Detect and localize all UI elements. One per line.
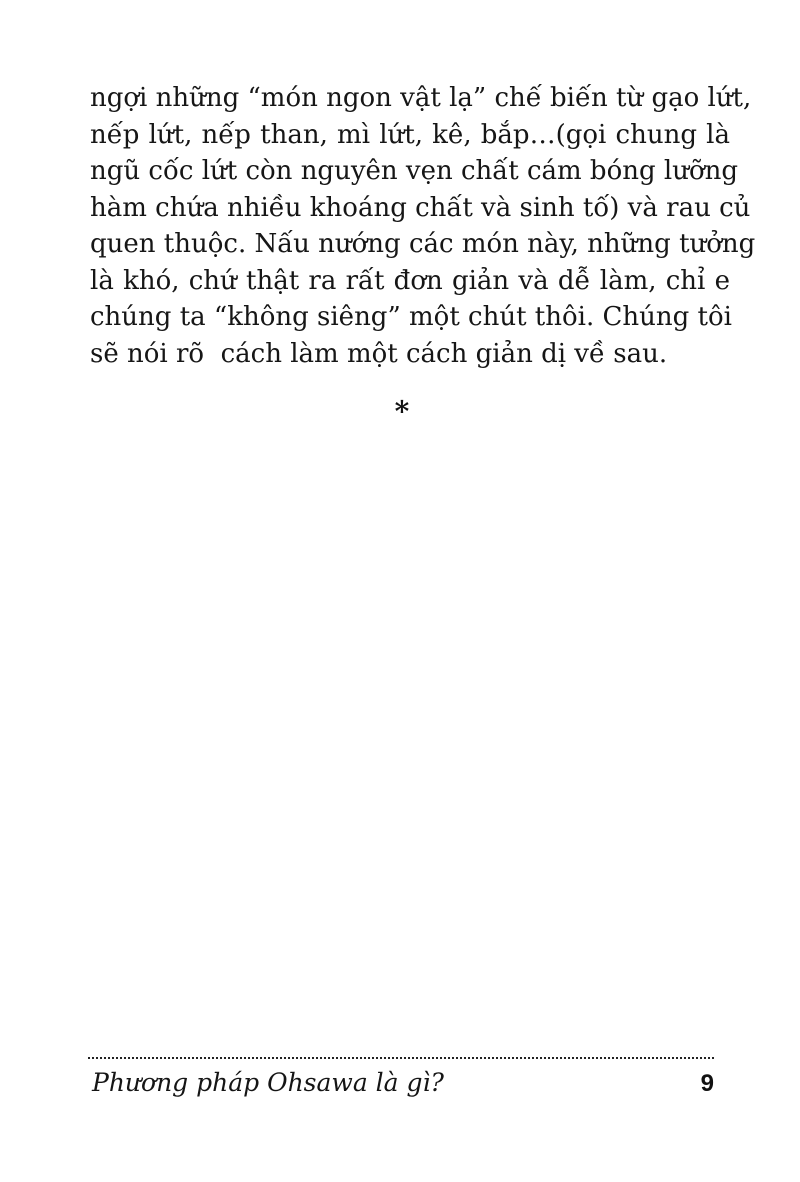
text-line: chúng ta “không siêng” một chút thôi. Chúng tôi [90, 302, 732, 332]
text-line: nếp lứt, nếp than, mì lứt, kê, bắp…(gọi chung là [90, 119, 730, 150]
text-line: ngũ cốc lứt còn nguyên vẹn chất cám bóng lưỡng [90, 156, 738, 186]
footer-dotted-rule [88, 1057, 714, 1059]
body-paragraph [90, 80, 756, 372]
text-line: sẽ nói rõ cách làm một cách giản dị về sau. [90, 338, 668, 369]
running-footer-title: Phương pháp Ohsawa là gì? [92, 1068, 444, 1097]
text-line: là khó, chứ thật ra rất đơn giản và dễ làm, chỉ e [90, 265, 730, 296]
text-line: ngợi những “món ngon vật lạ” chế biến từ gạo lứt, [90, 83, 752, 113]
text-line: quen thuộc. Nấu nướng các món này, những tưởng [90, 229, 756, 259]
text-line: hàm chứa nhiều khoáng chất và sinh tố) và rau củ [90, 192, 751, 223]
section-separator: * [394, 395, 410, 428]
page-number: 9 [700, 1070, 714, 1097]
